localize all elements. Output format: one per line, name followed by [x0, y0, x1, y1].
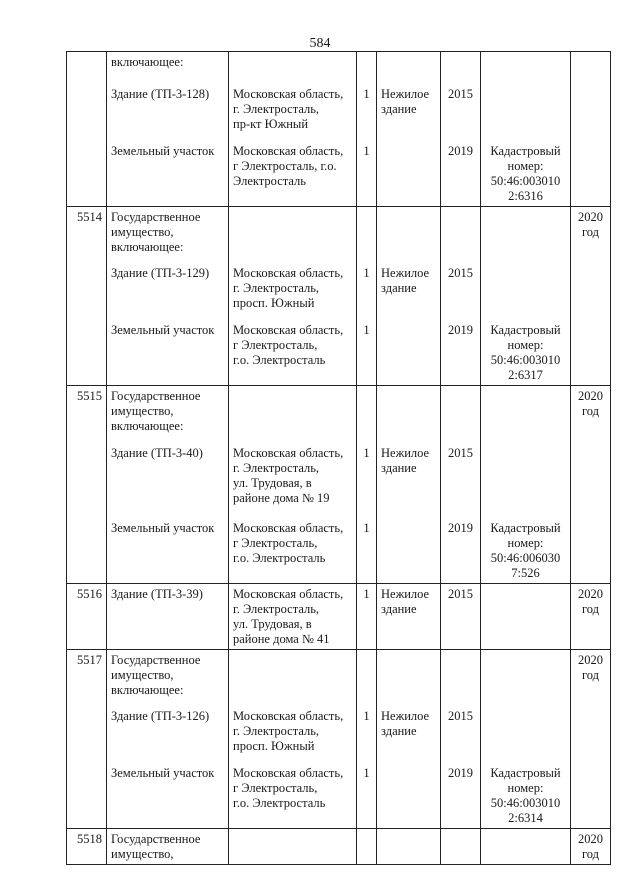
property-type-cell: [377, 52, 441, 84]
entry-number-cell: [67, 263, 107, 320]
period-cell: [571, 320, 611, 386]
address-cell: Московская область, г. Электросталь, пр-кт Южный: [229, 84, 357, 141]
table-row: [67, 583, 611, 649]
year-cell: 2019: [441, 518, 481, 584]
property-type-cell: [377, 386, 441, 443]
property-name-cell: Государственное имущество, включающее:: [107, 206, 229, 263]
property-name-cell: Здание (ТП-3-128): [107, 84, 229, 141]
year-cell: 2015: [441, 84, 481, 141]
address-cell: Московская область, г Электросталь, г.о. Электросталь: [229, 763, 357, 829]
property-type-cell: Нежилое здание: [377, 263, 441, 320]
address-cell: [229, 829, 357, 865]
period-cell: [571, 263, 611, 320]
cadastral-number-cell: [481, 583, 571, 649]
address-cell: Московская область, г Электросталь, г.о. Электросталь: [229, 141, 357, 207]
property-name-cell: Здание (ТП-3-39): [107, 583, 229, 649]
table-row: [67, 84, 611, 141]
property-type-cell: [377, 320, 441, 386]
period-cell: [571, 763, 611, 829]
property-name-cell: Земельный участок: [107, 320, 229, 386]
year-cell: 2015: [441, 443, 481, 518]
property-name-cell: Земельный участок: [107, 763, 229, 829]
period-cell: 2020 год: [571, 583, 611, 649]
address-cell: Московская область, г. Электросталь, просп. Южный: [229, 706, 357, 763]
quantity-cell: 1: [357, 763, 377, 829]
property-type-cell: [377, 518, 441, 584]
table-row: [67, 443, 611, 518]
entry-number-cell: 5515: [67, 386, 107, 443]
cadastral-number-cell: [481, 263, 571, 320]
period-cell: [571, 52, 611, 84]
table-row: [67, 518, 611, 584]
property-name-cell: Здание (ТП-3-126): [107, 706, 229, 763]
quantity-cell: [357, 52, 377, 84]
address-cell: [229, 52, 357, 84]
cadastral-number-cell: [481, 84, 571, 141]
quantity-cell: 1: [357, 141, 377, 207]
quantity-cell: 1: [357, 706, 377, 763]
period-cell: [571, 141, 611, 207]
year-cell: [441, 386, 481, 443]
entry-number-cell: [67, 52, 107, 84]
property-name-cell: Государственное имущество,: [107, 829, 229, 865]
table-row: [67, 763, 611, 829]
property-type-cell: [377, 649, 441, 706]
entry-number-cell: 5514: [67, 206, 107, 263]
period-cell: 2020 год: [571, 649, 611, 706]
cadastral-number-cell: Кадастровый номер: 50:46:006030 7:526: [481, 518, 571, 584]
address-cell: Московская область, г Электросталь, г.о. Электросталь: [229, 320, 357, 386]
cadastral-number-cell: [481, 706, 571, 763]
property-type-cell: Нежилое здание: [377, 583, 441, 649]
year-cell: 2019: [441, 320, 481, 386]
property-type-cell: [377, 206, 441, 263]
cadastral-number-cell: Кадастровый номер: 50:46:003010 2:6317: [481, 320, 571, 386]
property-name-cell: включающее:: [107, 52, 229, 84]
property-type-cell: [377, 763, 441, 829]
property-type-cell: Нежилое здание: [377, 443, 441, 518]
cadastral-number-cell: Кадастровый номер: 50:46:003010 2:6316: [481, 141, 571, 207]
quantity-cell: 1: [357, 263, 377, 320]
period-cell: [571, 518, 611, 584]
property-register-table: [66, 51, 611, 865]
entry-number-cell: 5516: [67, 583, 107, 649]
property-name-cell: Земельный участок: [107, 518, 229, 584]
property-type-cell: Нежилое здание: [377, 706, 441, 763]
property-type-cell: Нежилое здание: [377, 84, 441, 141]
quantity-cell: 1: [357, 443, 377, 518]
cadastral-number-cell: [481, 52, 571, 84]
quantity-cell: [357, 829, 377, 865]
address-cell: [229, 206, 357, 263]
table-row: [67, 263, 611, 320]
property-type-cell: [377, 141, 441, 207]
table-row: [67, 206, 611, 263]
entry-number-cell: [67, 763, 107, 829]
period-cell: [571, 443, 611, 518]
entry-number-cell: [67, 141, 107, 207]
cadastral-number-cell: [481, 649, 571, 706]
period-cell: 2020 год: [571, 829, 611, 865]
year-cell: 2019: [441, 141, 481, 207]
property-name-cell: Здание (ТП-3-129): [107, 263, 229, 320]
property-name-cell: Здание (ТП-3-40): [107, 443, 229, 518]
year-cell: [441, 829, 481, 865]
quantity-cell: [357, 206, 377, 263]
cadastral-number-cell: [481, 443, 571, 518]
quantity-cell: 1: [357, 518, 377, 584]
cadastral-number-cell: Кадастровый номер: 50:46:003010 2:6314: [481, 763, 571, 829]
cadastral-number-cell: [481, 206, 571, 263]
year-cell: 2015: [441, 706, 481, 763]
entry-number-cell: [67, 84, 107, 141]
table-row: [67, 52, 611, 84]
address-cell: [229, 386, 357, 443]
period-cell: [571, 84, 611, 141]
period-cell: 2020 год: [571, 386, 611, 443]
entry-number-cell: [67, 518, 107, 584]
year-cell: 2015: [441, 583, 481, 649]
address-cell: Московская область, г. Электросталь, просп. Южный: [229, 263, 357, 320]
table-row: [67, 320, 611, 386]
table-row: [67, 706, 611, 763]
entry-number-cell: 5517: [67, 649, 107, 706]
table-row: [67, 829, 611, 865]
table-row: [67, 649, 611, 706]
year-cell: 2015: [441, 263, 481, 320]
property-name-cell: Государственное имущество, включающее:: [107, 386, 229, 443]
entry-number-cell: [67, 443, 107, 518]
cadastral-number-cell: [481, 386, 571, 443]
entry-number-cell: [67, 706, 107, 763]
year-cell: [441, 52, 481, 84]
quantity-cell: [357, 386, 377, 443]
address-cell: Московская область, г Электросталь, г.о. Электросталь: [229, 518, 357, 584]
page-number: 584: [309, 36, 331, 51]
property-name-cell: Государственное имущество, включающее:: [107, 649, 229, 706]
property-name-cell: Земельный участок: [107, 141, 229, 207]
entry-number-cell: 5518: [67, 829, 107, 865]
quantity-cell: [357, 649, 377, 706]
cadastral-number-cell: [481, 829, 571, 865]
entry-number-cell: [67, 320, 107, 386]
quantity-cell: 1: [357, 583, 377, 649]
property-type-cell: [377, 829, 441, 865]
period-cell: [571, 706, 611, 763]
quantity-cell: 1: [357, 84, 377, 141]
year-cell: 2019: [441, 763, 481, 829]
address-cell: Московская область, г. Электросталь, ул. Трудовая, в районе дома № 41: [229, 583, 357, 649]
table-row: [67, 386, 611, 443]
period-cell: 2020 год: [571, 206, 611, 263]
year-cell: [441, 206, 481, 263]
quantity-cell: 1: [357, 320, 377, 386]
address-cell: Московская область, г. Электросталь, ул. Трудовая, в районе дома № 19: [229, 443, 357, 518]
address-cell: [229, 649, 357, 706]
year-cell: [441, 649, 481, 706]
table-row: [67, 141, 611, 207]
